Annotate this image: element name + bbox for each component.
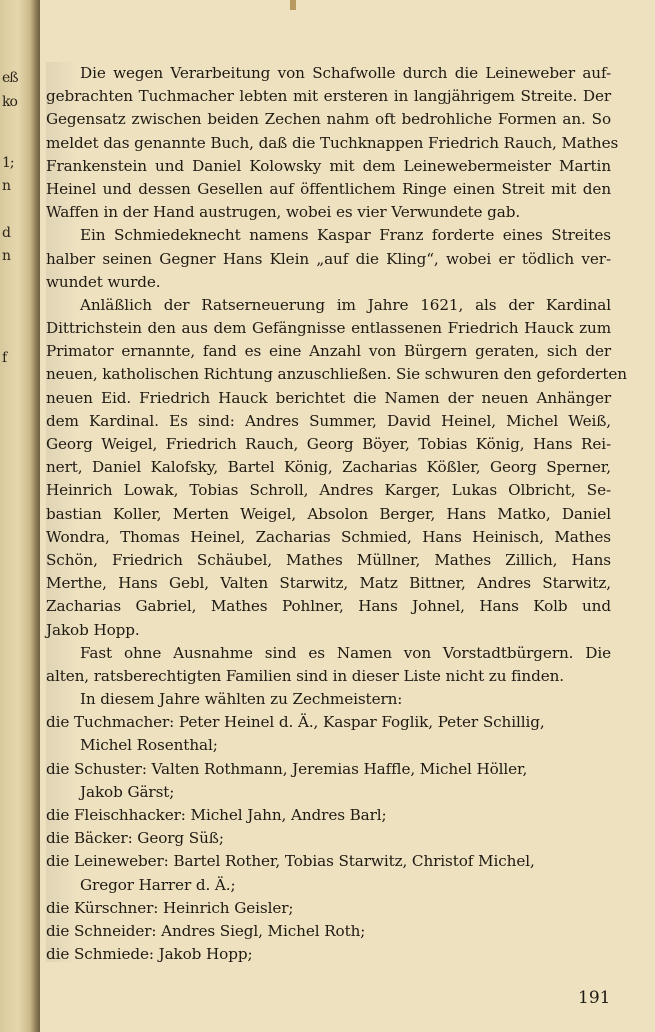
margin-fragment: ko (2, 94, 17, 110)
text-line: neuen, katholischen Richtung anzuschließen. Sie schwuren den geforderten (46, 365, 627, 384)
text-line: Frankenstein und Daniel Kolowsky mit dem Leinewebermeister Martin (46, 156, 611, 175)
text-line: Wondra, Thomas Heinel, Zacharias Schmied, Hans Heinisch, Mathes (46, 527, 611, 546)
list-line: die Fleischhacker: Michel Jahn, Andres Barl; (46, 806, 387, 824)
page-text (46, 62, 627, 964)
text-line: dem Kardinal. Es sind: Andres Summer, David Heinel, Michel Weiß, (46, 411, 611, 430)
text-line: Jakob Hopp. (46, 620, 140, 639)
page-number: 191 (578, 988, 611, 1008)
text-line: bastian Koller, Merten Weigel, Absolon Berger, Hans Matko, Daniel (46, 504, 611, 523)
text-line: Dittrichstein den aus dem Gefängnisse entlassenen Friedrich Hauck zum (46, 319, 611, 338)
text-line: wundet wurde. (46, 272, 161, 291)
list-line: die Schuster: Valten Rothmann, Jeremias Haffle, Michel Höller, (46, 759, 528, 778)
list-line: die Schmiede: Jakob Hopp; (46, 945, 253, 964)
list-line: Jakob Gärst; (80, 782, 175, 801)
text-line: Zacharias Gabriel, Mathes Pohlner, Hans Johnel, Hans Kolb und (46, 597, 611, 616)
text-line: nert, Daniel Kalofsky, Bartel König, Zacharias Kößler, Georg Sperner, (46, 458, 611, 477)
text-line: Gegensatz zwischen beiden Zechen nahm oft bedrohliche Formen an. So (46, 110, 611, 129)
text-line: Merthe, Hans Gebl, Valten Starwitz, Matz Bittner, Andres Starwitz, (46, 574, 611, 593)
list-line: die Schneider: Andres Siegl, Michel Roth; (46, 921, 366, 940)
list-line: Michel Rosenthal; (80, 736, 218, 755)
list-line: die Bäcker: Georg Süß; (46, 829, 224, 848)
margin-fragment: d (2, 225, 10, 241)
list-line: die Kürschner: Heinrich Geisler; (46, 898, 294, 917)
list-line: die Tuchmacher: Peter Heinel d. Ä., Kaspar Foglik, Peter Schillig, (46, 713, 545, 732)
margin-fragment: n (2, 178, 11, 194)
text-line: Die wegen Verarbeitung von Schafwolle durch die Leineweber auf- (80, 64, 611, 82)
text-line: meldet das genannte Buch, daß die Tuchknappen Friedrich Rauch, Mathes (46, 133, 619, 152)
text-line: neuen Eid. Friedrich Hauck berichtet die Namen der neuen Anhänger (46, 388, 611, 407)
text-line: Georg Weigel, Friedrich Rauch, Georg Böyer, Tobias König, Hans Rei- (46, 435, 611, 453)
gutter-facing-page (0, 0, 40, 1032)
text-line: Heinrich Lowak, Tobias Schroll, Andres Karger, Lukas Olbricht, Se- (46, 481, 611, 500)
margin-fragment: 1; (2, 155, 14, 171)
margin-fragment: n (2, 248, 11, 264)
text-line: Primator ernannte, fand es eine Anzahl von Bürgern geraten, sich der (46, 342, 611, 361)
text-line: gebrachten Tuchmacher lebten mit ersteren in langjährigem Streite. Der (46, 87, 611, 106)
text-line: halber seinen Gegner Hans Klein „auf die Kling“, wobei er tödlich ver- (46, 249, 611, 268)
list-line: Gregor Harrer d. Ä.; (80, 875, 236, 894)
ribbon-marker (290, 0, 296, 10)
text-line: Waffen in der Hand austrugen, wobei es vier Verwundete gab. (46, 203, 521, 222)
text-line: Anläßlich der Ratserneuerung im Jahre 1621, als der Kardinal (80, 295, 611, 314)
list-line: die Leineweber: Bartel Rother, Tobias Starwitz, Christof Michel, (46, 852, 535, 871)
text-line: Ein Schmiedeknecht namens Kaspar Franz forderte eines Streites (80, 226, 611, 245)
text-line: Fast ohne Ausnahme sind es Namen von Vorstadtbürgern. Die (80, 643, 611, 662)
margin-fragment: eß (2, 70, 18, 86)
text-line: In diesem Jahre wählten zu Zechmeistern: (80, 690, 403, 709)
text-line: Schön, Friedrich Schäubel, Mathes Müllner, Mathes Zillich, Hans (46, 550, 611, 569)
text-line: alten, ratsberechtigten Familien sind in dieser Liste nicht zu finden. (46, 666, 564, 685)
margin-fragment: f (2, 350, 7, 366)
text-line: Heinel und dessen Gesellen auf öffentlichem Ringe einen Streit mit den (46, 179, 611, 198)
